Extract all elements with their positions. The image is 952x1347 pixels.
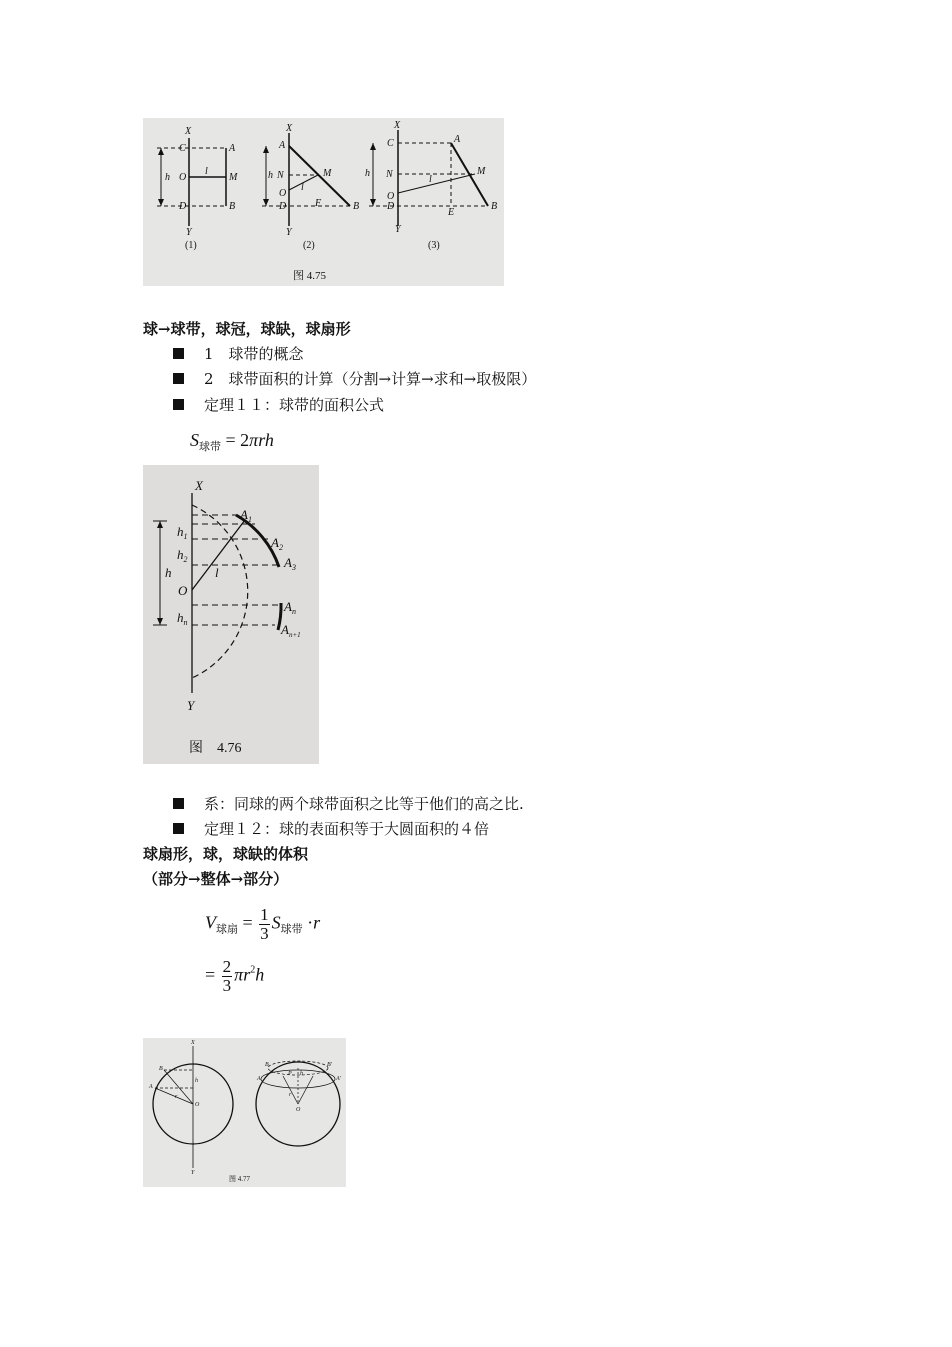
fig477-y-label: Y (191, 1170, 195, 1176)
formula-fraction (259, 906, 270, 943)
formula-exponent: 2 (250, 964, 256, 976)
section-heading-volumes: 球扇形，球，球缺的体积 (143, 845, 309, 863)
list-item (173, 793, 524, 814)
figure-4-75-caption: 图 4.75 (293, 270, 326, 282)
p2-d-label: D (279, 201, 287, 212)
fraction-denominator: 3 (260, 924, 269, 943)
formula-symbol: S (190, 430, 199, 450)
fig477-x-label: X (191, 1040, 195, 1046)
p1-y-label: Y (186, 227, 192, 238)
formula-subscript: 球带 (199, 441, 221, 453)
p2-l-label: l (301, 182, 304, 193)
formula-text: = (205, 964, 216, 985)
figure-4-75-drawing (143, 118, 504, 286)
fig476-a1-label: $A_1$ (240, 507, 252, 524)
p1-h-label: h (165, 172, 170, 183)
fig476-o-label: O (178, 583, 188, 598)
figure-4-76-drawing (143, 465, 319, 764)
p3-m-label: M (477, 166, 486, 177)
p3-e-label: E (448, 207, 455, 218)
fig476-a3-label: $A_3$ (284, 555, 296, 572)
formula-text: · (307, 912, 314, 933)
p2-o-label: O (279, 188, 287, 199)
bullet-square-icon (173, 823, 184, 834)
fig477-r-label: r (175, 1094, 178, 1100)
fig477-h-label: h (195, 1078, 198, 1084)
formula-sector-volume-result (205, 958, 264, 995)
formula-subscript: 球带 (280, 923, 303, 936)
fig477-rb-label: B (265, 1062, 269, 1068)
p1-m-label: M (229, 172, 238, 183)
fig476-an1-label: $A_{n+1}$ (281, 622, 301, 639)
list-item-text: 1 球带的概念 (204, 345, 304, 363)
fig476-y-label: Y (187, 698, 195, 713)
list-item-text: 定理１１：球带的面积公式 (204, 396, 385, 414)
formula-symbol: rh (258, 430, 274, 450)
p3-b-label: B (491, 201, 498, 212)
p2-n-label: N (277, 170, 284, 181)
formula-symbol: r (243, 964, 251, 985)
formula-symbol: S (271, 912, 281, 933)
figure-4-77 (143, 1038, 346, 1187)
formula-symbol: π (249, 430, 259, 450)
fig477-rr-label: r (289, 1092, 292, 1098)
list-item-text: 定理１２：球的表面积等于大圆面积的４倍 (204, 820, 490, 838)
p3-y-label: Y (395, 224, 401, 235)
p1-b-label: B (229, 201, 236, 212)
p1-d-label: D (179, 201, 187, 212)
p2-y-label: Y (286, 227, 292, 238)
formula-subscript: 球扇 (216, 923, 238, 936)
formula-symbol: π (234, 964, 244, 985)
formula-sector-volume (205, 906, 320, 943)
fig477-b-label: B (159, 1066, 163, 1072)
formula-text: = 2 (225, 430, 250, 450)
section-heading-sphere-parts: 球→球带，球冠，球缺，球扇形 (143, 320, 351, 338)
fig476-a2-label: $A_2$ (271, 535, 283, 552)
fig476-l-label: l (215, 565, 219, 580)
p2-h-label: h (268, 170, 273, 181)
p2-x-label: X (286, 123, 293, 134)
bullet-square-icon (173, 399, 184, 410)
p3-o-label: O (387, 191, 395, 202)
list-item (173, 368, 536, 389)
fig477-rh-label: h (300, 1071, 303, 1077)
formula-symbol: r (313, 912, 321, 933)
fig477-a-label: A (149, 1084, 153, 1090)
list-item (173, 394, 384, 415)
fig477-ra2-label: A' (336, 1076, 341, 1082)
formula-zone-area (190, 430, 274, 454)
p2-b-label: B (353, 201, 360, 212)
fig476-an-label: $A_n$ (284, 599, 296, 616)
formula-symbol: h (255, 964, 265, 985)
figure-4-77-caption: 图 4.77 (229, 1175, 250, 1183)
fraction-numerator: 1 (260, 905, 269, 924)
fig476-hn-label: $h_n$ (177, 610, 188, 627)
fraction-denominator: 3 (222, 976, 232, 995)
fig477-rp-label: P (288, 1071, 292, 1077)
p3-c-label: C (387, 138, 394, 149)
panel-1-label: (1) (185, 240, 197, 251)
bullet-square-icon (173, 798, 184, 809)
bullet-square-icon (173, 373, 184, 384)
p3-n-label: N (386, 169, 393, 180)
formula-symbol: V (205, 912, 216, 933)
p2-f-label: F (315, 198, 322, 209)
list-item (173, 343, 304, 364)
formula-text: = (242, 912, 253, 933)
fig477-ro-label: O (296, 1107, 301, 1113)
p3-a-label: A (454, 134, 461, 145)
p1-l-label: l (205, 166, 208, 177)
formula-fraction (222, 958, 233, 995)
p1-a-label: A (229, 143, 236, 154)
p2-m-label: M (323, 168, 332, 179)
figure-4-76 (143, 465, 319, 764)
figure-4-75 (143, 118, 504, 286)
p2-a-label: A (279, 140, 286, 151)
p1-x-label: X (185, 126, 192, 137)
fig476-h1-label: $h_1$ (177, 524, 188, 541)
p1-o-label: O (179, 172, 187, 183)
list-item-text: 2 球带面积的计算（分割→计算→求和→取极限） (204, 370, 537, 388)
panel-2-label: (2) (303, 240, 315, 251)
bullet-square-icon (173, 348, 184, 359)
section-heading-approach: （部分→整体→部分） (143, 870, 289, 888)
fig477-ra-label: A (257, 1076, 261, 1082)
fig477-o-label: O (195, 1102, 200, 1108)
p3-l-label: l (429, 174, 432, 185)
p3-x-label: X (394, 120, 401, 131)
fig476-x-label: X (195, 478, 203, 493)
fig476-h2-label: $h_2$ (177, 547, 188, 564)
p3-h-label: h (365, 168, 370, 179)
list-item (173, 818, 489, 839)
p1-c-label: C (179, 143, 186, 154)
fig476-h-label: h (165, 565, 172, 580)
figure-4-76-caption: 图 4.76 (189, 741, 242, 756)
fig477-rb2-label: B' (327, 1062, 332, 1068)
figure-4-77-drawing (143, 1038, 346, 1187)
list-item-text: 系：同球的两个球带面积之比等于他们的高之比. (204, 795, 524, 813)
fraction-numerator: 2 (222, 957, 232, 976)
panel-3-label: (3) (428, 240, 440, 251)
p3-d-label: D (387, 201, 395, 212)
